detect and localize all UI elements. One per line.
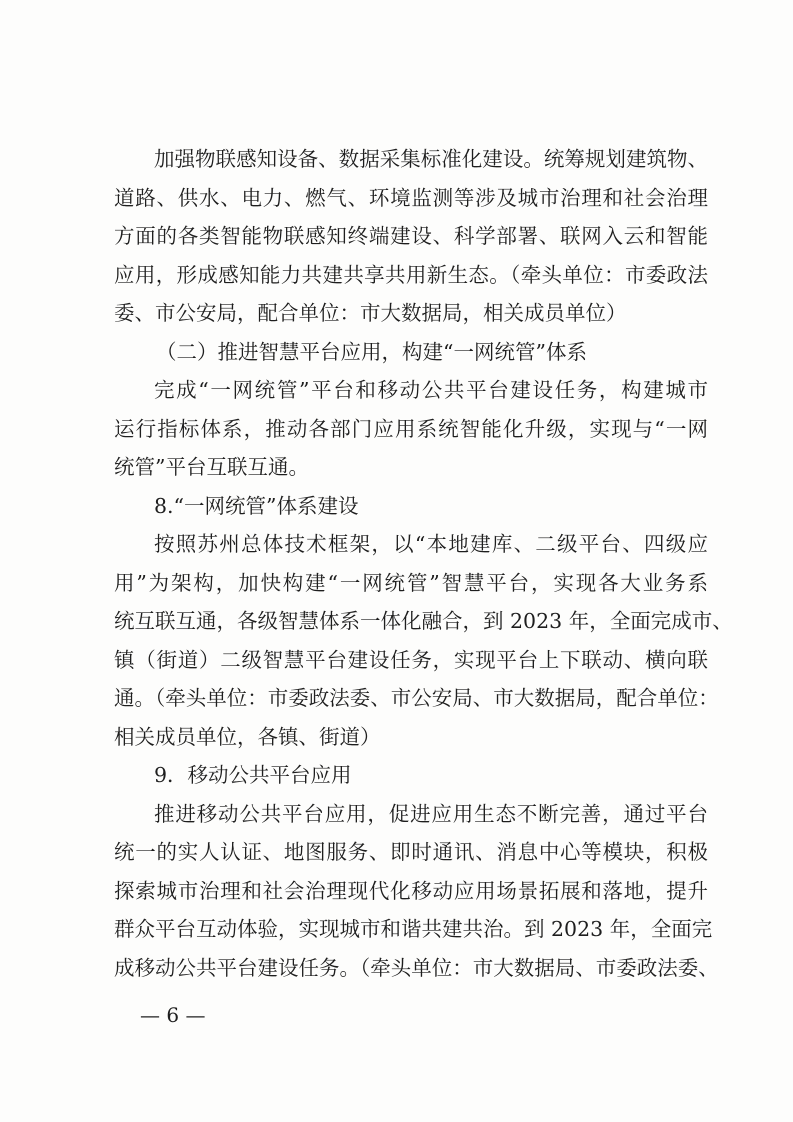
paragraph-line: 统一的实人认证、地图服务、即时通讯、消息中心等模块，积极 bbox=[114, 840, 708, 864]
paragraph-line: 群众平台互动体验，实现城市和谐共建共治。到 2023 年，全面完 bbox=[114, 917, 713, 941]
paragraph-line: 探索城市治理和社会治理现代化移动应用场景拓展和落地，提升 bbox=[114, 878, 708, 903]
paragraph-line: 加强物联感知设备、数据采集标准化建设。统筹规划建筑物、 bbox=[154, 147, 708, 171]
page-number: — 6 — bbox=[140, 1003, 206, 1027]
paragraph-line: 完成“一网统管”平台和移动公共平台建设任务，构建城市 bbox=[154, 378, 708, 402]
paragraph-line: 推进移动公共平台应用，促进应用生态不断完善，通过平台 bbox=[154, 801, 708, 826]
paragraph-line: 统管”平台互联互通。 bbox=[114, 455, 309, 479]
paragraph-line: 道路、供水、电力、燃气、环境监测等涉及城市治理和社会治理 bbox=[114, 185, 708, 210]
paragraph-line: 方面的各类智能物联感知终端建设、科学部署、联网入云和智能 bbox=[114, 224, 708, 248]
paragraph-line: 运行指标体系，推动各部门应用系统智能化升级，实现与“一网 bbox=[114, 416, 708, 441]
subsection-heading: 9．移动公共平台应用 bbox=[154, 763, 352, 787]
paragraph-line: 应用，形成感知能力共建共享共用新生态。（牵头单位：市委政法 bbox=[114, 262, 708, 287]
paragraph-line: 镇（街道）二级智慧平台建设任务，实现平台上下联动、横向联 bbox=[114, 647, 708, 672]
paragraph-line: 成移动公共平台建设任务。（牵头单位：市大数据局、市委政法委、 bbox=[114, 955, 719, 980]
paragraph-line: 统互联互通，各级智慧体系一体化融合，到 2023 年，全面完成市、 bbox=[114, 609, 733, 633]
paragraph-line: 通。（牵头单位：市委政法委、市公安局、市大数据局，配合单位： bbox=[114, 686, 719, 710]
paragraph-line: 用”为架构，加快构建“一网统管”智慧平台，实现各大业务系 bbox=[114, 570, 708, 595]
paragraph-line: 按照苏州总体技术框架，以“本地建库、二级平台、四级应 bbox=[154, 532, 708, 556]
paragraph-line: 委、市公安局，配合单位：市大数据局，相关成员单位） bbox=[114, 301, 627, 325]
subsection-heading: 8.“一网统管”体系建设 bbox=[154, 493, 359, 518]
section-heading: （二）推进智慧平台应用，构建“一网统管”体系 bbox=[156, 339, 587, 364]
document-body bbox=[114, 140, 733, 987]
paragraph-line: 相关成员单位，各镇、街道） bbox=[114, 724, 381, 749]
